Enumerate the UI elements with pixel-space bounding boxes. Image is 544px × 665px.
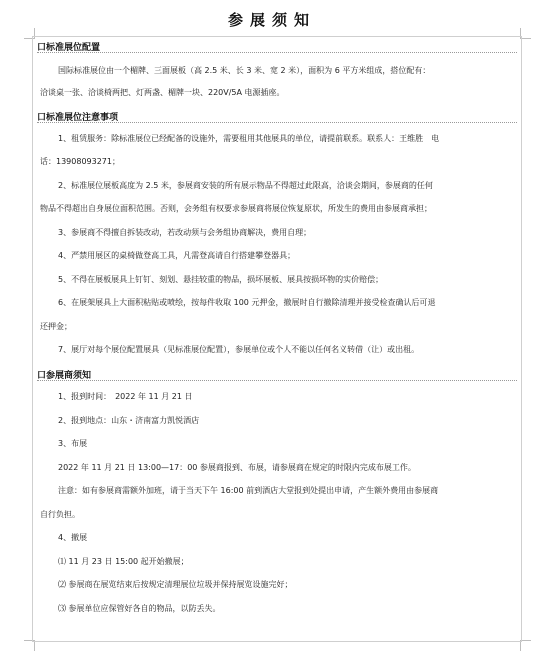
list-item-line: 2022 年 11 月 21 日 13:00—17：00 参展商报到、布展，请参展商在规定的时限内完成布展工作。 <box>58 463 416 472</box>
section-divider <box>37 380 517 381</box>
section-heading-booth-notes: 口标准展位注意事项 <box>37 113 119 123</box>
document-title: 参展须知 <box>227 11 316 29</box>
paragraph-line: 洽谈桌一张、洽谈椅两把、灯两盏、楣牌一块、220V/5A 电源插座。 <box>40 88 285 97</box>
list-item-line: 2、报到地点：山东・济南富力凯悦酒店 <box>58 416 200 425</box>
list-item-line: ⑴ 11 月 23 日 15:00 起开始撤展； <box>58 557 189 566</box>
list-item-line: 5、不得在展板展具上钉钉、刻划、悬挂较重的物品，损坏展板、展具按损坏物的实价赔偿； <box>58 275 384 284</box>
list-item-line: 还押金； <box>40 322 72 331</box>
list-item-line: 4、撤展 <box>58 533 88 542</box>
list-item-line: 自行负担。 <box>40 510 80 519</box>
section-divider <box>37 52 517 53</box>
section-heading-exhibitor-notes: 口参展商须知 <box>37 371 92 381</box>
list-item-line: 1、租赁服务：除标准展位已经配备的设施外，需要租用其他展具的单位，请提前联系。联系人：王维胜 电 <box>58 134 440 143</box>
list-item-line: 物品不得超出自身展位面积范围。否则，会务组有权要求参展商将展位恢复原状，所发生的费用由参展商承担； <box>40 204 432 213</box>
section-divider <box>37 122 517 123</box>
list-item-line: 1、报到时间： 2022 年 11 月 21 日 <box>58 392 193 401</box>
list-item-line: ⑶ 参展单位应保管好各自的物品，以防丢失。 <box>58 604 221 613</box>
list-item-line: 2、标准展位展板高度为 2.5 米，参展商安装的所有展示物品不得超过此限高，洽谈会期间，参展商的任何 <box>58 181 433 190</box>
list-item-line: 6、在展架展具上大面积粘贴或喷绘，按每件收取 100 元押金，撤展时自行撤除清理并接受检查确认后可退 <box>58 298 436 307</box>
list-item-line: ⑵ 参展商在展览结束后按规定清理展位垃圾并保持展览设施完好； <box>58 580 293 589</box>
text-area-frame <box>32 36 522 642</box>
list-item-line: 3、参展商不得擅自拆装改动，若改动须与会务组协商解决，费用自理； <box>58 228 312 237</box>
list-item-line: 4、严禁用展区的桌椅做登高工具，凡需登高请自行搭建攀登器具； <box>58 251 296 260</box>
list-item-line: 7、展厅对每个展位配置展具（见标准展位配置），参展单位或个人不能以任何名义转借（让）或出租。 <box>58 345 420 354</box>
list-item-line: 3、布展 <box>58 439 88 448</box>
paragraph-line: 国际标准展位由一个楣牌、三面展板（高 2.5 米、长 3 米、宽 2 米），面积为 6 平方米组成，搭位配有： <box>58 66 431 75</box>
list-item-line: 注意：如有参展商需额外加班，请于当天下午 16:00 前到酒店大堂报到处提出申请，产生额外费用由参展商 <box>58 486 439 495</box>
list-item-line: 话：13908093271； <box>40 157 120 166</box>
section-heading-standard-booth: 口标准展位配置 <box>37 43 101 53</box>
